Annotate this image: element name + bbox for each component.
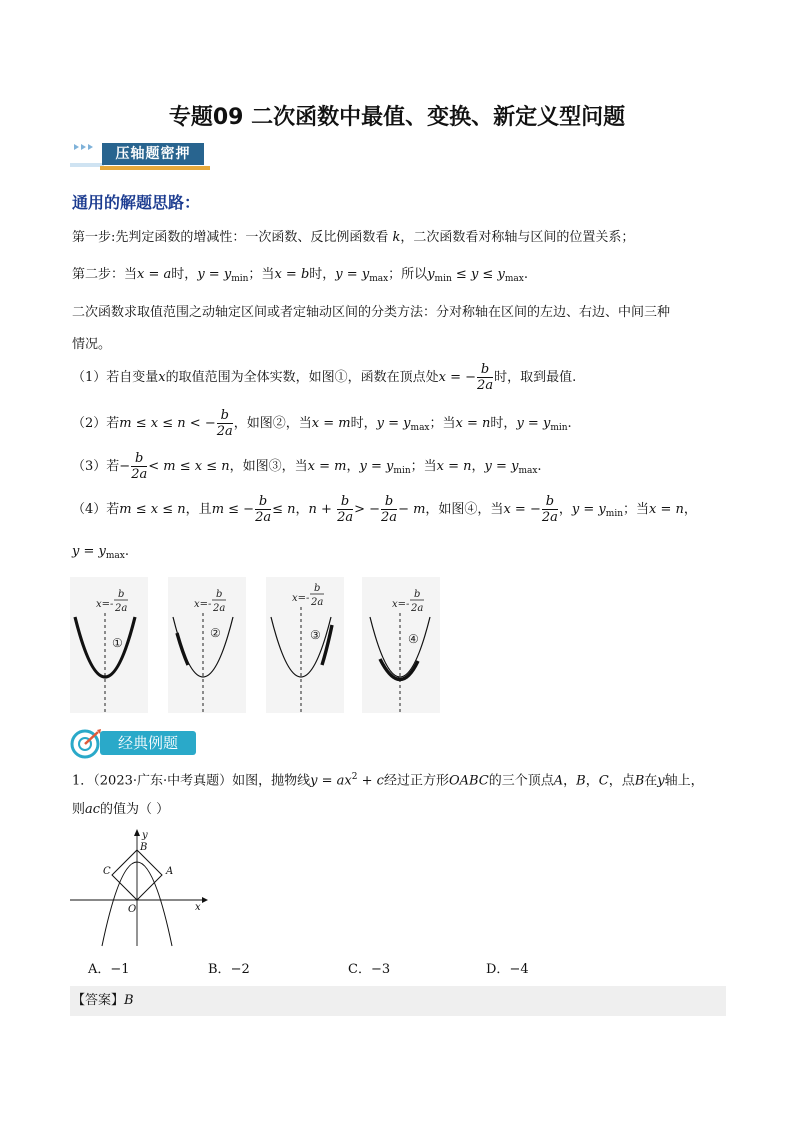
svg-text:②: ②: [210, 626, 221, 640]
svg-text:A: A: [166, 866, 174, 877]
answer-box: [70, 986, 726, 1016]
example-badge-label: 经典例题: [100, 731, 196, 755]
svg-text:x=-: x=-: [392, 599, 410, 610]
step-two: 第二步：当x = a时，$y = y_{min}$；当x = b时，$y = y_{max}$；所以$y_{min} \le y \le y_{max}$.: [72, 267, 528, 284]
svg-text:x=-: x=-: [96, 599, 114, 610]
svg-text:④: ④: [408, 632, 419, 646]
svg-text:b: b: [314, 583, 321, 594]
section-heading: 通用的解题思路：: [72, 193, 201, 212]
classification-line-2: 情况。: [72, 337, 112, 352]
parabola-figure-1: [70, 577, 148, 713]
svg-text:③: ③: [310, 628, 321, 642]
choice-a[interactable]: A．−1: [88, 962, 130, 977]
case-4-continued: $y = y_{max}$.: [72, 544, 130, 561]
svg-text:2a: 2a: [311, 597, 324, 608]
case-3: （3）若− $\frac{b}{2a}$ < m ≤ x ≤ n，如图③，当x = m，$y = y_{min}$；当x = n，$y = y_{max}$.: [72, 451, 542, 482]
svg-text:x=-: x=-: [194, 599, 212, 610]
classification-line-1: 二次函数求取值范围之动轴定区间或者定轴动区间的分类方法：分对称轴在区间的左边、右边、中间三种: [72, 305, 671, 320]
parabola-figure-4: [362, 577, 440, 713]
answer-label: 【答案】: [72, 993, 125, 1008]
step-one: 第一步:先判定函数的增减性：一次函数、反比例函数看 k，二次函数看对称轴与区间的位置关系；: [72, 230, 635, 245]
svg-text:2a: 2a: [213, 603, 226, 614]
svg-text:b: b: [118, 589, 125, 600]
svg-text:b: b: [216, 589, 223, 600]
question-line-2: 则ac的值为（ ）: [72, 802, 170, 817]
choice-b[interactable]: B．−2: [208, 962, 250, 977]
parabola-figure-2: [168, 577, 246, 713]
svg-text:y: y: [142, 830, 148, 841]
svg-text:B: B: [140, 842, 148, 853]
answer-choices: [88, 961, 648, 979]
case-4: （4）若m ≤ x ≤ n，且m ≤ − $\frac{b}{2a}$ ≤ n，n + $\frac{b}{2a}$ > − $\frac{b}{2a}$ − m，如图④，当x = − $\frac{b}{2a}$ ，$y = y_{min}$；当x = n，: [72, 494, 697, 525]
choice-d[interactable]: D．−4: [486, 962, 529, 977]
svg-text:b: b: [414, 589, 421, 600]
page-title: 专题09 二次函数中最值、变换、新定义型问题: [168, 105, 626, 130]
case-1: （1）若自变量x的取值范围为全体实数，如图①，函数在顶点处x = − $\frac{b}{2a}$ 时，取到最值.: [72, 362, 577, 393]
svg-text:2a: 2a: [411, 603, 424, 614]
question-line-1: 1．（2023·广东·中考真题）如图，抛物线$y = ax^2 + c$经过正方形OABC的三个顶点A，B，C，点B在y轴上，: [72, 772, 704, 789]
svg-text:C: C: [103, 866, 111, 877]
parabola-figure-3: [266, 577, 344, 713]
svg-text:x: x: [195, 902, 201, 913]
svg-text:x=-: x=-: [292, 593, 310, 604]
choice-c[interactable]: C．−3: [348, 962, 391, 977]
banner-label: 压轴题密押: [102, 143, 204, 165]
case-2: （2）若m ≤ x ≤ n < − $\frac{b}{2a}$ ，如图②，当x = m时，$y = y_{max}$；当x = n时，$y = y_{min}$.: [72, 408, 572, 439]
svg-text:O: O: [128, 904, 137, 915]
svg-text:2a: 2a: [115, 603, 128, 614]
svg-text:①: ①: [112, 636, 123, 650]
answer-value: B: [124, 993, 134, 1008]
question-figure: [70, 828, 210, 948]
